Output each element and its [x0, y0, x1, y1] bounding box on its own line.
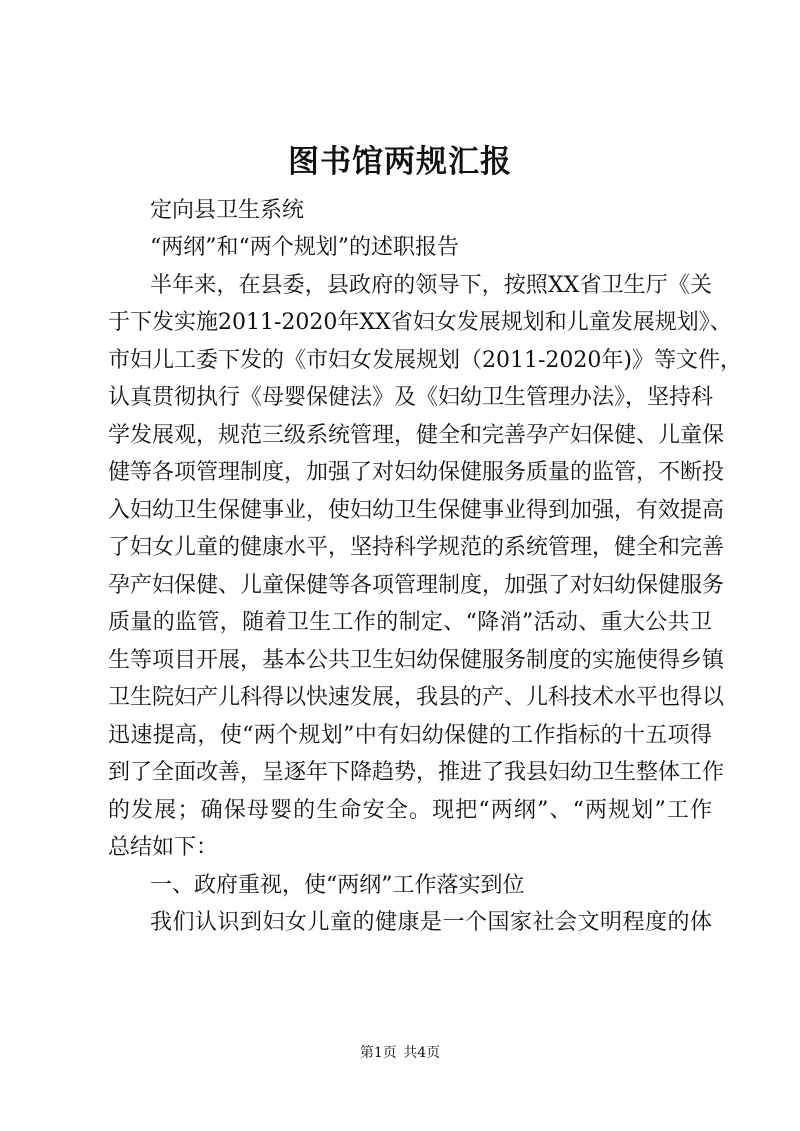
- body-line: 入妇幼卫生保健事业，使妇幼卫生保健事业得到加强，有效提高: [108, 498, 725, 523]
- body-line: 生等项目开展，基本公共卫生妇幼保健服务制度的实施使得乡镇: [108, 648, 725, 673]
- body-line: 到了全面改善，呈逐年下降趋势，推进了我县妇幼卫生整体工作: [108, 760, 725, 785]
- document-title: 图书馆两规汇报: [288, 144, 512, 180]
- page-number: 第1页 共4页: [359, 1045, 441, 1061]
- body-line: 半年来，在县委，县政府的领导下，按照XX省卫生厅《关: [150, 273, 712, 298]
- body-line: 我们认识到妇女儿童的健康是一个国家社会文明程度的体: [150, 910, 712, 935]
- section-heading: 一、政府重视，使“两纲”工作落实到位: [150, 873, 525, 898]
- body-line: 学发展观，规范三级系统管理，健全和完善孕产妇保健、儿童保: [108, 423, 725, 448]
- report-subtitle: “两纲”和“两个规划”的述职报告: [150, 235, 459, 260]
- body-line: 于下发实施2011-2020年XX省妇女发展规划和儿童发展规划》、: [108, 310, 732, 335]
- body-line: 质量的监管，随着卫生工作的制定、“降消”活动、重大公共卫: [108, 610, 712, 635]
- body-line: 了妇女儿童的健康水平，坚持科学规范的系统管理，健全和完善: [108, 535, 725, 560]
- body-line: 总结如下：: [108, 835, 219, 860]
- body-line: 迅速提高，使“两个规划”中有妇幼保健的工作指标的十五项得: [108, 723, 712, 748]
- unit-name: 定向县卫生系统: [150, 198, 305, 223]
- body-line: 认真贯彻执行《母婴保健法》及《妇幼卫生管理办法》，坚持科: [108, 385, 714, 410]
- body-line: 健等各项管理制度，加强了对妇幼保健服务质量的监管，不断投: [108, 460, 725, 485]
- body-line: 的发展；确保母婴的生命安全。现把“两纲”、“两规划”工作: [108, 798, 712, 823]
- body-line: 市妇儿工委下发的《市妇女发展规划（2011-2020年)》等文件，: [108, 348, 742, 373]
- body-line: 卫生院妇产儿科得以快速发展，我县的产、儿科技术水平也得以: [108, 685, 725, 710]
- body-line: 孕产妇保健、儿童保健等各项管理制度，加强了对妇幼保健服务: [108, 573, 725, 598]
